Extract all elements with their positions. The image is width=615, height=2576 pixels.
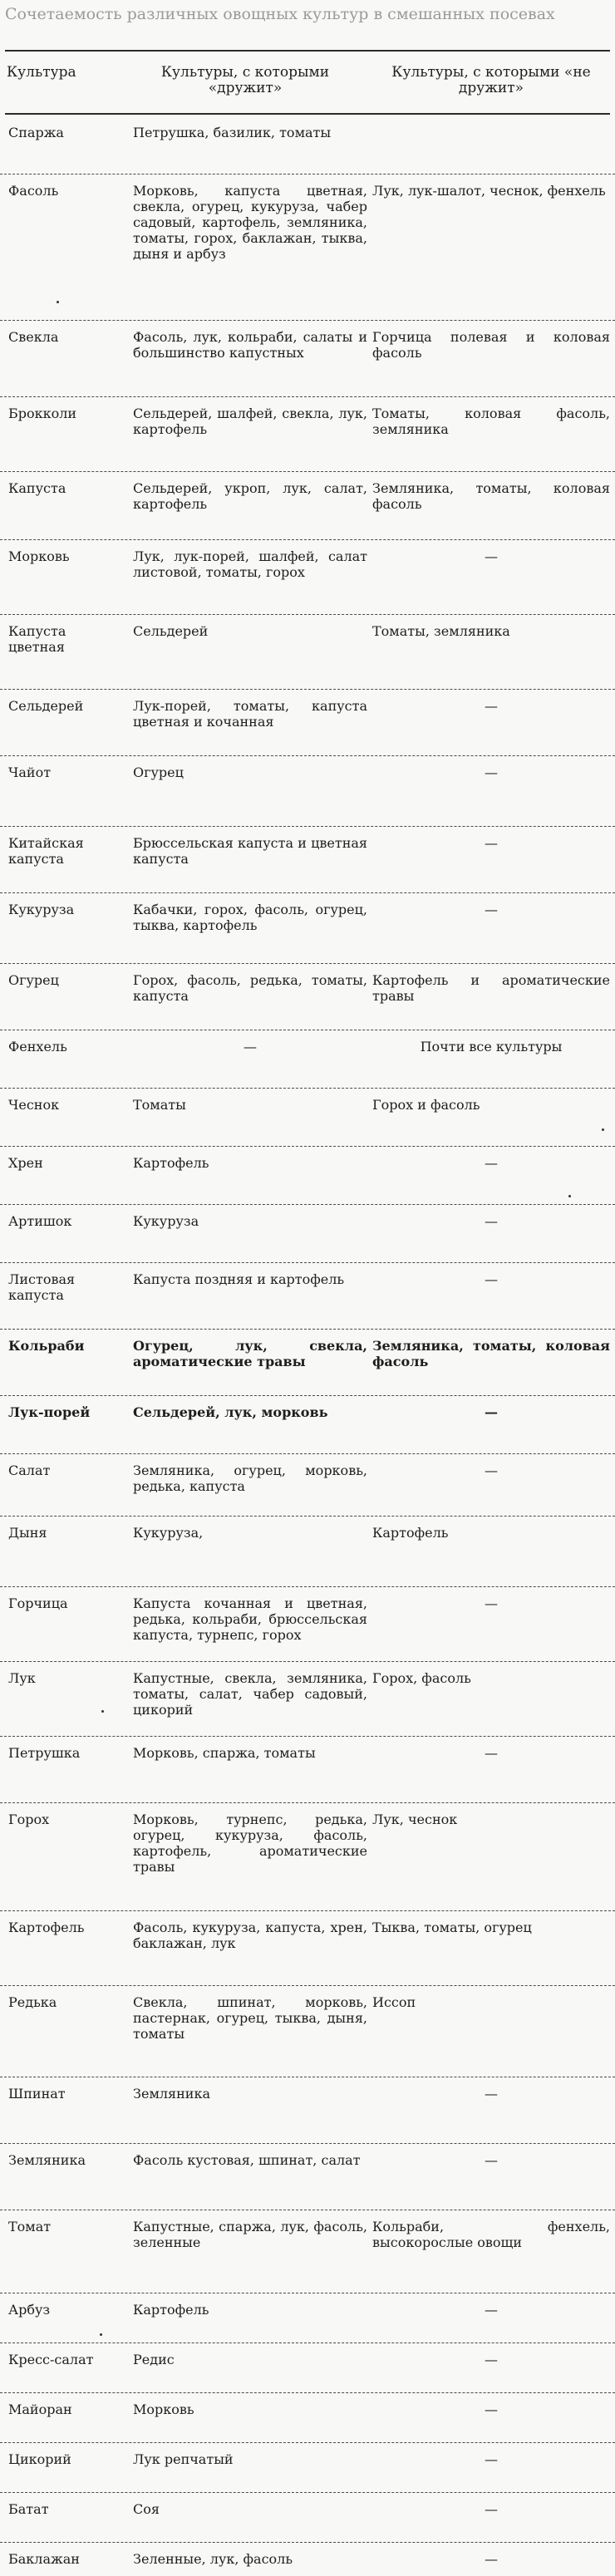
table-row [0, 1587, 615, 1662]
compatible-crops: Брюссельская капуста и цветная капуста [133, 835, 367, 867]
incompatible-crops: Иссоп [372, 1994, 416, 2010]
table-row [0, 2443, 615, 2493]
incompatible-crops: — [485, 1463, 498, 1478]
crop-name: Хрен [8, 1155, 43, 1171]
table-row [0, 1986, 615, 2077]
compatible-crops: Петрушка, базилик, томаты [133, 125, 332, 140]
table-row [0, 1030, 615, 1089]
table-row [0, 2210, 615, 2293]
incompatible-crops: — [485, 835, 498, 851]
crop-name: Горчица [8, 1595, 68, 1611]
crop-name: Кукуруза [8, 902, 75, 917]
crop-name: Спаржа [8, 125, 64, 140]
incompatible-crops: — [485, 1595, 498, 1611]
crop-name: Батат [8, 2501, 49, 2517]
compatible-crops: Томаты [133, 1097, 186, 1113]
compatible-crops: Зеленные, лук, фасоль [133, 2551, 293, 2567]
crop-name: Свекла [8, 329, 59, 345]
compatible-crops: Капустные, спаржа, лук, фасоль, зеленные [133, 2219, 367, 2250]
crop-name: Артишок [8, 1213, 72, 1229]
compatible-crops: Капуста кочанная и цветная, редька, кольраби, брюссельская капуста, турнепс, горох [133, 1595, 367, 1643]
table-row [0, 321, 615, 397]
incompatible-crops: Картофель и ароматические травы [372, 972, 610, 1004]
table-row [0, 756, 615, 827]
header-bottom-rule [5, 113, 610, 115]
incompatible-crops: — [485, 698, 498, 714]
table-row [0, 1737, 615, 1803]
incompatible-crops: Лук, лук-шалот, чеснок, фенхель [372, 183, 606, 199]
crop-name: Арбуз [8, 2302, 51, 2318]
crop-name: Лук [8, 1670, 36, 1686]
incompatible-crops: — [485, 764, 498, 780]
compatible-crops: Сельдерей, лук, морковь [133, 1404, 328, 1420]
compatible-crops: Фасоль, лук, кольраби, салаты и большинство капустных [133, 329, 367, 361]
incompatible-crops: Земляника, томаты, коловая фасоль [372, 1338, 610, 1369]
compatible-crops: Огурец, лук, свекла, ароматические травы [133, 1338, 367, 1369]
table-row [0, 2393, 615, 2443]
incompatible-crops: Лук, чеснок [372, 1812, 458, 1827]
compatible-crops: Фасоль, кукуруза, капуста, хрен, баклажан, лук [133, 1920, 367, 1951]
crop-name: Лук-порей [8, 1404, 91, 1420]
compatible-crops: — [244, 1039, 257, 1054]
incompatible-crops: — [485, 2152, 498, 2168]
crop-name: Картофель [8, 1920, 85, 1935]
crop-name: Кресс-салат [8, 2352, 94, 2367]
scan-speck [100, 2333, 102, 2336]
compatible-crops: Капуста поздняя и картофель [133, 1271, 345, 1287]
table-row [0, 1454, 615, 1517]
crop-name: Кольраби [8, 1338, 85, 1354]
table-caption: Сочетаемость различных овощных культур в смешанных посевах [5, 5, 555, 23]
crop-name: Фасоль [8, 183, 59, 199]
incompatible-crops: — [485, 1155, 498, 1171]
incompatible-crops: — [485, 548, 498, 564]
table-row [0, 615, 615, 690]
incompatible-crops: — [485, 2401, 498, 2417]
incompatible-crops: Томаты, земляника [372, 623, 510, 639]
scan-speck [101, 1710, 104, 1713]
table-row [0, 690, 615, 756]
crop-name: Горох [8, 1812, 50, 1827]
crop-name: Огурец [8, 972, 59, 988]
table-row [0, 2293, 615, 2343]
incompatible-crops: Томаты, коловая фасоль, земляника [372, 406, 610, 437]
compatible-crops: Картофель [133, 1155, 209, 1171]
incompatible-crops: Земляника, томаты, коловая фасоль [372, 480, 610, 512]
compatible-crops: Фасоль кустовая, шпинат, салат [133, 2152, 361, 2168]
compatible-crops: Кукуруза, [133, 1525, 204, 1541]
compatible-crops: Картофель [133, 2302, 209, 2318]
table-row [0, 2077, 615, 2144]
incompatible-crops: Горох и фасоль [372, 1097, 480, 1113]
scan-speck [602, 1128, 604, 1131]
scan-speck [57, 301, 59, 303]
crop-name: Дыня [8, 1525, 47, 1541]
compatible-crops: Лук, лук-порей, шалфей, салат листовой, томаты, горох [133, 548, 367, 580]
compatible-crops: Капустные, свекла, земляника, томаты, салат, чабер садовый, цикорий [133, 1670, 367, 1718]
crop-name: Фенхель [8, 1039, 67, 1054]
table-row [0, 827, 615, 893]
compatible-crops: Земляника [133, 2086, 211, 2102]
compatible-crops: Кукуруза [133, 1213, 199, 1229]
compatible-crops: Морковь, спаржа, томаты [133, 1745, 316, 1761]
incompatible-crops: — [485, 1271, 498, 1287]
crop-name: Салат [8, 1463, 51, 1478]
crop-name: Морковь [8, 548, 70, 564]
incompatible-crops: — [485, 1404, 498, 1420]
incompatible-crops: — [485, 1745, 498, 1761]
incompatible-crops: Кольраби, фенхель, высокорослые овощи [372, 2219, 610, 2250]
incompatible-crops: — [485, 2551, 498, 2567]
table-row [0, 1330, 615, 1396]
compatible-crops: Сельдерей, шалфей, свекла, лук, картофель [133, 406, 367, 437]
table-row [0, 1911, 615, 1986]
table-row [0, 397, 615, 472]
compatible-crops: Редис [133, 2352, 175, 2367]
crop-name: Капуста [8, 480, 66, 496]
compatible-crops: Свекла, шпинат, морковь, пастернак, огурец, тыква, дыня, томаты [133, 1994, 367, 2042]
table-row [0, 2343, 615, 2393]
scan-speck [568, 1195, 571, 1197]
table-row [0, 175, 615, 321]
incompatible-crops: Горох, фасоль [372, 1670, 471, 1686]
incompatible-crops: — [485, 2352, 498, 2367]
crop-name: Шпинат [8, 2086, 66, 2102]
header-friends: Культуры, с которыми «дружит» [160, 64, 330, 96]
table-row [0, 2543, 615, 2576]
compatible-crops: Соя [133, 2501, 160, 2517]
table-row [0, 964, 615, 1030]
crop-name: Брокколи [8, 406, 77, 421]
table-row [0, 116, 615, 175]
compatible-crops: Сельдерей, укроп, лук, салат, картофель [133, 480, 367, 512]
incompatible-crops: — [485, 2086, 498, 2102]
crop-name: Редька [8, 1994, 57, 2010]
table-row [0, 472, 615, 540]
header-top-rule [5, 50, 610, 52]
table-row [0, 2144, 615, 2210]
compatible-crops: Лук-порей, томаты, капуста цветная и кочанная [133, 698, 367, 730]
crop-name: Майоран [8, 2401, 72, 2417]
compatible-crops: Земляника, огурец, морковь, редька, капуста [133, 1463, 367, 1494]
table-row [0, 1205, 615, 1263]
crop-name: Томат [8, 2219, 52, 2234]
table-row [0, 893, 615, 964]
incompatible-crops: — [485, 2302, 498, 2318]
compatible-crops: Огурец [133, 764, 184, 780]
table-row [0, 1263, 615, 1330]
compatible-crops: Лук репчатый [133, 2451, 234, 2467]
table-row [0, 540, 615, 615]
incompatible-crops: — [485, 902, 498, 917]
crop-name: Цикорий [8, 2451, 71, 2467]
table-row [0, 1662, 615, 1737]
crop-name: Баклажан [8, 2551, 80, 2567]
table-row [0, 1517, 615, 1587]
table-row [0, 2493, 615, 2543]
incompatible-crops: — [485, 2451, 498, 2467]
incompatible-crops: Картофель [372, 1525, 449, 1541]
header-foes: Культуры, с которыми «не дружит» [391, 64, 591, 96]
table-row [0, 1803, 615, 1911]
crop-name: Капуста цветная [8, 623, 66, 655]
crop-name: Китайская капуста [8, 835, 84, 867]
compatible-crops: Сельдерей [133, 623, 209, 639]
table-row [0, 1396, 615, 1454]
crop-name: Сельдерей [8, 698, 84, 714]
crop-name: Петрушка [8, 1745, 81, 1761]
table-row [0, 1147, 615, 1205]
incompatible-crops: Почти все культуры [420, 1039, 563, 1054]
incompatible-crops: Горчица полевая и коловая фасоль [372, 329, 610, 361]
crop-name: Листовая капуста [8, 1271, 76, 1303]
compatible-crops: Горох, фасоль, редька, томаты, капуста [133, 972, 367, 1004]
compatible-crops: Морковь [133, 2401, 194, 2417]
incompatible-crops: — [485, 1213, 498, 1229]
incompatible-crops: Тыква, томаты, огурец [372, 1920, 532, 1935]
crop-name: Чайот [8, 764, 52, 780]
table-row [0, 1089, 615, 1147]
crop-name: Земляника [8, 2152, 86, 2168]
compatible-crops: Кабачки, горох, фасоль, огурец, тыква, картофель [133, 902, 367, 933]
incompatible-crops: — [485, 2501, 498, 2517]
compatible-crops: Морковь, капуста цветная, свекла, огурец, кукуруза, чабер садовый, картофель, земляника, томаты, горох, баклажан, тыква, дыня и арбуз [133, 183, 367, 262]
compatible-crops: Морковь, турнепс, редька, огурец, кукуруза, фасоль, картофель, ароматические травы [133, 1812, 367, 1875]
header-crop: Культура [7, 64, 76, 81]
crop-name: Чеснок [8, 1097, 60, 1113]
